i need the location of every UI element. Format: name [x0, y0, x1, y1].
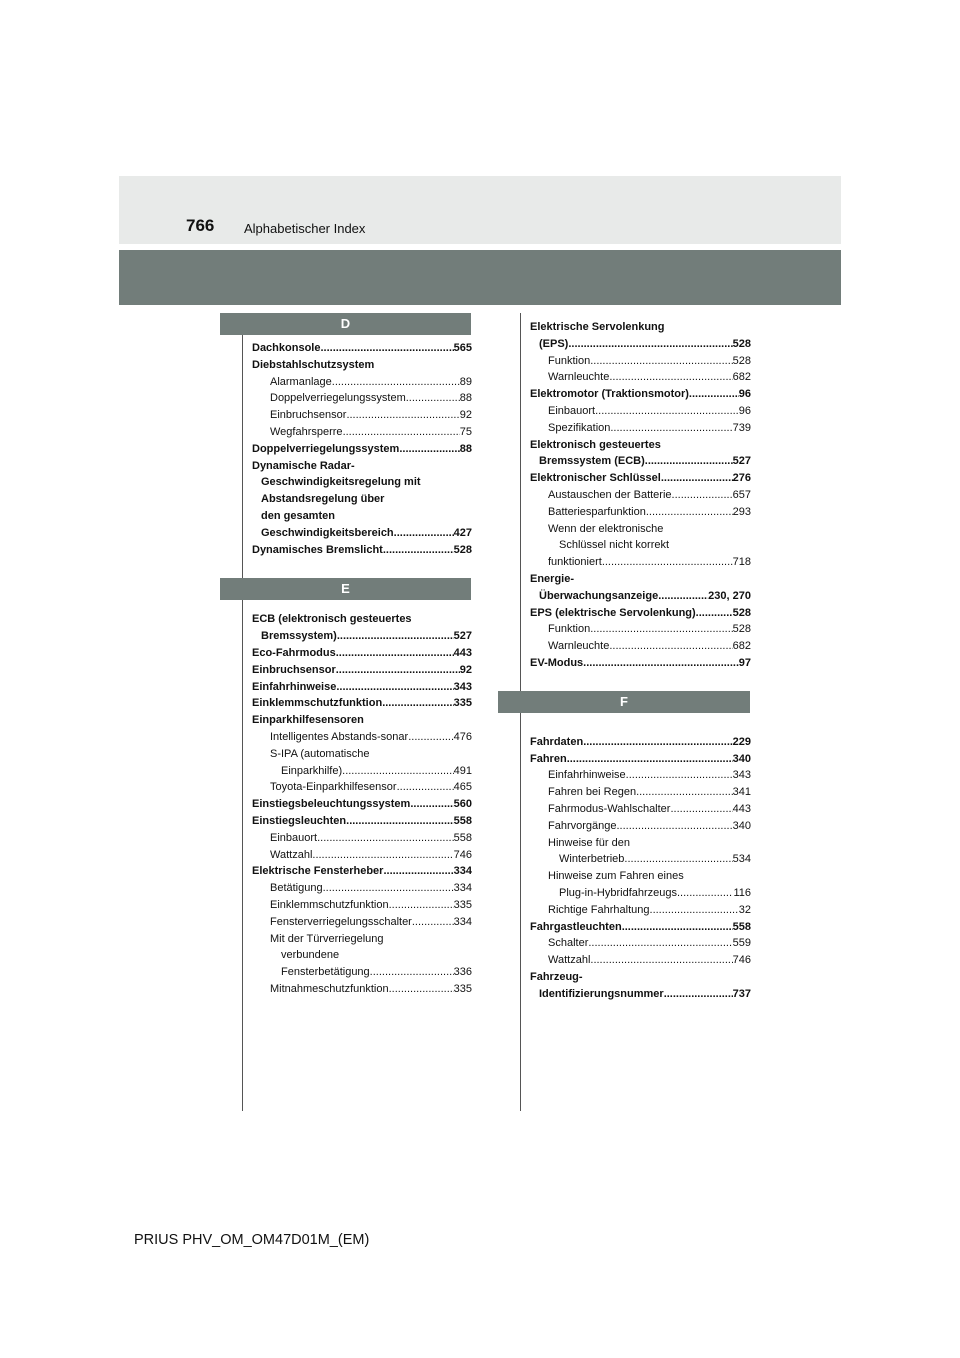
leader-dots: [323, 880, 454, 897]
index-entry-page: 340: [732, 819, 751, 832]
index-entry: [252, 746, 472, 763]
index-entry: [252, 931, 472, 948]
index-entry-text: Einfahrhinweise: [252, 680, 337, 693]
index-entry: [530, 621, 751, 638]
index-entry: [530, 818, 751, 835]
index-entry-text: Fahrdaten: [530, 735, 584, 748]
index-entry-text: Fahren: [530, 752, 567, 765]
index-entry: [252, 390, 472, 407]
section-header-f: F: [498, 691, 750, 713]
index-entry-text: S-IPA (automatische: [270, 747, 370, 760]
leader-dots: [658, 588, 708, 605]
index-entry-text: Abstandsregelung über: [261, 493, 385, 506]
index-entry-text: Wenn der elektronische: [548, 522, 664, 535]
index-entry-text: Hinweise für den: [548, 836, 630, 849]
index-entry-text: Elektronischer Schlüssel: [530, 472, 661, 485]
index-entry-page: 443: [453, 646, 472, 659]
leader-dots: [397, 779, 454, 796]
leader-dots: [332, 374, 460, 391]
index-entry: [530, 638, 751, 655]
index-entry: [530, 784, 751, 801]
leader-dots: [617, 818, 733, 835]
index-entry-page: 88: [459, 392, 472, 405]
index-entry-text: Wegfahrsperre: [270, 425, 343, 438]
index-entry-page: 343: [453, 680, 472, 693]
index-entry-page: 96: [738, 404, 751, 417]
index-list-e: [252, 611, 472, 997]
index-entry-page: 527: [453, 630, 472, 643]
leader-dots: [394, 525, 454, 542]
index-entry-page: 682: [732, 371, 751, 384]
index-entry: [530, 319, 751, 336]
index-entry-page: 560: [453, 798, 472, 811]
leader-dots: [383, 863, 453, 880]
index-entry-page: 97: [738, 656, 751, 669]
index-entry: [252, 424, 472, 441]
index-entry-text: Eco-Fahrmodus: [252, 646, 336, 659]
index-entry-text: Energie-: [530, 572, 575, 585]
index-entry: [530, 369, 751, 386]
index-entry-text: Doppelverriegelungssystem: [270, 392, 406, 405]
index-entry-page: 682: [732, 640, 751, 653]
index-entry: [252, 914, 472, 931]
leader-dots: [583, 734, 732, 751]
leader-dots: [626, 767, 733, 784]
leader-dots: [389, 897, 454, 914]
leader-dots: [343, 424, 460, 441]
index-entry-page: 116: [733, 886, 751, 899]
index-entry-text: Bremssystem): [261, 630, 337, 643]
page-title: Alphabetischer Index: [244, 221, 366, 236]
index-entry-page: 657: [732, 488, 751, 501]
index-entry-text: Dynamisches Bremslicht: [252, 543, 383, 556]
index-entry-text: Betätigung: [270, 882, 323, 895]
index-entry: [530, 537, 751, 554]
index-entry-page: 739: [732, 421, 751, 434]
index-entry-text: Warnleuchte: [548, 371, 610, 384]
leader-dots: [568, 336, 732, 353]
index-entry-page: 558: [453, 814, 472, 827]
index-entry: [252, 981, 472, 998]
header-top-band: [119, 176, 841, 244]
index-entry: [252, 441, 472, 458]
leader-dots: [342, 763, 454, 780]
index-column-right: [530, 319, 751, 1002]
index-entry-text: Fensterbetätigung: [281, 966, 370, 979]
index-entry: [530, 952, 751, 969]
leader-dots: [346, 813, 454, 830]
leader-dots: [410, 796, 453, 813]
index-entry: [530, 403, 751, 420]
index-entry-page: 230, 270: [708, 589, 751, 602]
index-entry: [252, 847, 472, 864]
index-entry-text: Einparkhilfesensoren: [252, 714, 364, 727]
index-entry-text: Einbruchsensor: [270, 409, 347, 422]
leader-dots: [595, 403, 739, 420]
index-entry: [530, 734, 751, 751]
index-entry: [252, 662, 472, 679]
leader-dots: [636, 784, 733, 801]
index-entry: [530, 986, 751, 1003]
leader-dots: [408, 729, 453, 746]
index-entry: [530, 902, 751, 919]
index-entry-page: 336: [453, 966, 472, 979]
index-entry: [530, 919, 751, 936]
index-entry: [252, 863, 472, 880]
index-entry-page: 96: [738, 388, 751, 401]
section-header-e: E: [220, 578, 471, 600]
leader-dots: [609, 369, 732, 386]
leader-dots: [677, 885, 733, 902]
leader-dots: [602, 554, 733, 571]
index-entry: [252, 340, 472, 357]
index-entry-text: Richtige Fahrhaltung: [548, 903, 650, 916]
index-entry-text: Einbruchsensor: [252, 663, 336, 676]
column-divider-left: [242, 313, 243, 1111]
index-entry: [530, 521, 751, 538]
leader-dots: [624, 851, 732, 868]
index-entry-text: Wattzahl: [270, 848, 313, 861]
index-entry: [530, 801, 751, 818]
index-entry-page: 229: [732, 735, 751, 748]
index-entry: [530, 605, 751, 622]
index-entry-page: 75: [459, 425, 472, 438]
index-entry: [530, 437, 751, 454]
index-entry-page: 528: [732, 623, 751, 636]
page-number: 766: [186, 216, 215, 235]
index-entry: [252, 611, 472, 628]
index-entry-text: Schalter: [548, 937, 589, 950]
index-entry: [530, 835, 751, 852]
index-entry-text: Identifizierungsnummer: [539, 987, 664, 1000]
index-entry-page: 528: [732, 337, 751, 350]
index-entry: [530, 420, 751, 437]
index-entry: [252, 813, 472, 830]
index-entry-text: Warnleuchte: [548, 640, 610, 653]
index-entry-text: Einklemmschutzfunktion: [270, 898, 389, 911]
leader-dots: [646, 504, 733, 521]
index-entry-text: Geschwindigkeitsregelung mit: [261, 476, 421, 489]
index-entry-text: (EPS): [539, 337, 569, 350]
header-dark-band: [119, 250, 841, 305]
index-entry-text: Einbauort: [548, 404, 596, 417]
leader-dots: [383, 542, 454, 559]
index-entry-page: 465: [453, 781, 472, 794]
index-entry-page: 276: [732, 472, 751, 485]
leader-dots: [590, 621, 732, 638]
index-entry-page: 528: [732, 606, 751, 619]
index-entry-page: 443: [732, 802, 751, 815]
index-entry-text: verbundene: [281, 949, 340, 962]
leader-dots: [650, 902, 739, 919]
index-entry-text: Elektrische Fensterheber: [252, 865, 384, 878]
leader-dots: [583, 655, 739, 672]
leader-dots: [382, 695, 453, 712]
index-entry-text: Hinweise zum Fahren eines: [548, 870, 684, 883]
index-entry-text: Toyota-Einparkhilfesensor: [270, 781, 397, 794]
index-entry-text: Einstiegsbeleuchtungssystem: [252, 798, 411, 811]
index-entry: [252, 830, 472, 847]
index-entry-text: funktioniert: [548, 556, 602, 569]
index-entry: [252, 508, 472, 525]
index-entry: [530, 554, 751, 571]
index-entry-text: Elektromotor (Traktionsmotor): [530, 388, 689, 401]
index-entry-page: 334: [453, 865, 472, 878]
section-header-d: D: [220, 313, 471, 335]
leader-dots: [336, 645, 454, 662]
index-entry: [252, 695, 472, 712]
index-entry: [530, 453, 751, 470]
leader-dots: [590, 353, 732, 370]
index-entry: [530, 868, 751, 885]
index-entry-text: Intelligentes Abstands-sonar: [270, 730, 409, 743]
index-entry: [530, 336, 751, 353]
leader-dots: [406, 390, 460, 407]
index-entry: [530, 571, 751, 588]
index-entry-text: Dynamische Radar-: [252, 459, 355, 472]
index-entry: [252, 474, 472, 491]
index-list-d: [252, 340, 472, 558]
index-entry-text: Überwachungsanzeige: [539, 589, 659, 602]
index-entry: [252, 712, 472, 729]
index-entry: [530, 751, 751, 768]
leader-dots: [610, 420, 732, 437]
index-entry-page: 32: [738, 903, 751, 916]
index-entry-text: Fensterverriegelungsschalter: [270, 915, 412, 928]
index-entry-page: 427: [453, 526, 472, 539]
index-entry-page: 565: [453, 342, 472, 354]
index-entry: [252, 763, 472, 780]
leader-dots: [689, 386, 739, 403]
index-entry-text: Fahrvorgänge: [548, 819, 617, 832]
index-entry-page: 746: [453, 848, 472, 861]
index-entry-page: 476: [453, 730, 472, 743]
index-entry-page: 334: [453, 915, 472, 928]
index-entry: [530, 767, 751, 784]
leader-dots: [590, 952, 732, 969]
index-entry-text: Einstiegsleuchten: [252, 814, 347, 827]
index-entry-text: EV-Modus: [530, 656, 584, 669]
index-entry: [530, 969, 751, 986]
index-entry-text: EPS (elektrische Servolenkung): [530, 606, 696, 619]
index-entry: [530, 353, 751, 370]
index-entry-page: 334: [453, 882, 472, 895]
leader-dots: [609, 638, 732, 655]
index-entry-page: 528: [453, 543, 472, 556]
index-entry-page: 335: [453, 898, 472, 911]
index-entry-text: Einparkhilfe): [281, 764, 343, 777]
leader-dots: [567, 751, 733, 768]
leader-dots: [622, 919, 733, 936]
leader-dots: [336, 662, 460, 679]
index-entry-text: Batteriesparfunktion: [548, 505, 646, 518]
index-entry-text: Einbauort: [270, 831, 318, 844]
index-entry-text: Winterbetrieb: [559, 853, 625, 866]
index-entry-text: Funktion: [548, 354, 591, 367]
index-entry-page: 341: [732, 786, 751, 799]
index-entry: [252, 491, 472, 508]
index-entry-text: Schlüssel nicht korrekt: [559, 539, 670, 552]
index-entry-text: Spezifikation: [548, 421, 611, 434]
index-entry-page: 335: [453, 697, 472, 710]
leader-dots: [412, 914, 454, 931]
index-entry-text: Funktion: [548, 623, 591, 636]
index-entry: [252, 628, 472, 645]
index-entry-page: 335: [453, 982, 472, 995]
index-entry: [252, 796, 472, 813]
index-entry-text: Bremssystem (ECB): [539, 455, 645, 468]
index-entry-page: 88: [459, 442, 472, 455]
leader-dots: [588, 935, 732, 952]
index-entry-text: Geschwindigkeitsbereich: [261, 526, 394, 539]
leader-dots: [645, 453, 733, 470]
index-entry-text: Mitnahmeschutzfunktion: [270, 982, 389, 995]
leader-dots: [346, 407, 459, 424]
index-entry-text: Wattzahl: [548, 954, 591, 967]
index-entry-page: 92: [459, 409, 472, 422]
index-entry: [252, 407, 472, 424]
index-entry: [530, 504, 751, 521]
index-entry-page: 718: [732, 556, 751, 569]
index-entry-text: Fahren bei Regen: [548, 786, 637, 799]
index-entry-text: Fahrmodus-Wahlschalter: [548, 802, 671, 815]
index-entry-page: 92: [459, 663, 472, 676]
leader-dots: [320, 340, 453, 357]
leader-dots: [696, 605, 733, 622]
index-entry: [252, 964, 472, 981]
leader-dots: [336, 679, 453, 696]
index-entry: [252, 897, 472, 914]
leader-dots: [670, 801, 732, 818]
index-entry-page: 491: [453, 764, 472, 777]
index-entry: [530, 851, 751, 868]
leader-dots: [672, 487, 733, 504]
index-entry: [252, 779, 472, 796]
index-entry-page: 528: [732, 354, 751, 367]
index-entry-text: den gesamten: [261, 509, 335, 522]
leader-dots: [664, 986, 733, 1003]
index-entry-text: Mit der Türverriegelung: [270, 932, 384, 945]
index-entry-text: Plug-in-Hybridfahrzeugs: [559, 886, 677, 899]
index-entry: [252, 880, 472, 897]
leader-dots: [399, 441, 459, 458]
index-entry-text: Fahrzeug-: [530, 970, 583, 983]
index-entry: [252, 645, 472, 662]
index-entry-text: Fahrgastleuchten: [530, 920, 622, 933]
index-entry-text: Alarmanlage: [270, 375, 332, 388]
index-entry: [530, 386, 751, 403]
leader-dots: [370, 964, 454, 981]
index-entry: [530, 655, 751, 672]
index-entry-page: 559: [732, 937, 751, 950]
index-entry-text: Doppelverriegelungssystem: [252, 442, 400, 455]
index-column-left: [252, 340, 472, 998]
index-entry-page: 89: [459, 375, 472, 388]
index-entry: [252, 525, 472, 542]
index-entry-page: 293: [732, 505, 751, 518]
index-entry: [530, 588, 751, 605]
index-entry-text: Einfahrhinweise: [548, 769, 626, 782]
index-entry-text: Dachkonsole: [252, 342, 321, 354]
index-entry: [252, 679, 472, 696]
index-entry-text: ECB (elektronisch gesteuertes: [252, 613, 412, 626]
index-entry-text: Diebstahlschutzsystem: [252, 358, 375, 371]
index-list-f: [530, 734, 751, 1003]
index-entry-page: 534: [732, 853, 751, 866]
index-entry: [530, 487, 751, 504]
index-entry-page: 343: [732, 769, 751, 782]
leader-dots: [389, 981, 454, 998]
leader-dots: [312, 847, 453, 864]
index-entry: [252, 542, 472, 559]
index-entry-page: 558: [453, 831, 472, 844]
index-entry: [530, 885, 751, 902]
index-entry: [252, 947, 472, 964]
index-entry-page: 558: [732, 920, 751, 933]
index-entry-text: Austauschen der Batterie: [548, 488, 672, 501]
index-entry: [252, 729, 472, 746]
footer-doc-code: PRIUS PHV_OM_OM47D01M_(EM): [134, 1232, 370, 1248]
index-entry-page: 527: [732, 455, 751, 468]
index-entry: [252, 374, 472, 391]
index-entry-page: 340: [732, 752, 751, 765]
index-entry: [252, 458, 472, 475]
leader-dots: [661, 470, 733, 487]
leader-dots: [337, 628, 454, 645]
index-entry-text: Elektronisch gesteuertes: [530, 438, 661, 451]
index-entry: [252, 357, 472, 374]
index-list-e-continued: [530, 319, 751, 672]
index-entry: [530, 470, 751, 487]
index-entry-text: Einklemmschutzfunktion: [252, 697, 383, 710]
index-entry-page: 737: [732, 987, 751, 1000]
index-entry-page: 746: [732, 954, 751, 967]
index-entry-text: Elektrische Servolenkung: [530, 321, 665, 333]
leader-dots: [317, 830, 454, 847]
index-entry: [530, 935, 751, 952]
